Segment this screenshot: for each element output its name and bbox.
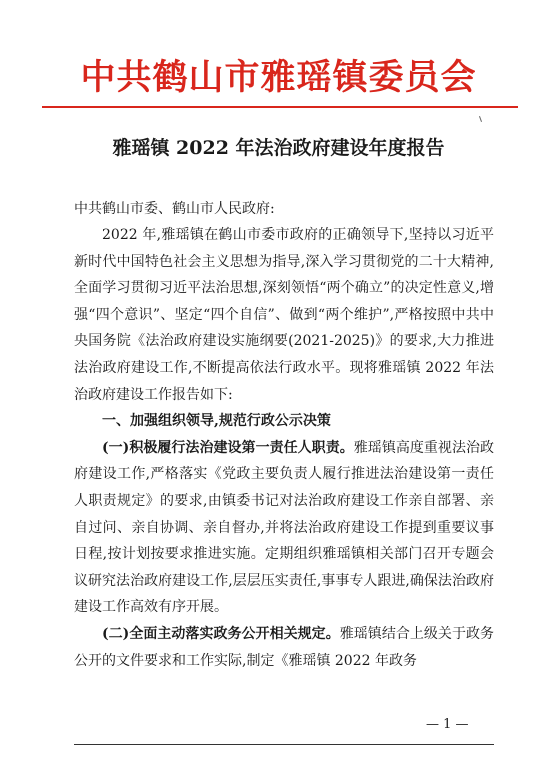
intro-paragraph: 2022 年,雅瑶镇在鹤山市委市政府的正确领导下,坚持以习近平新时代中国特色社会主义思想为指导,深入学习贯彻党的二十大精神,全面学习贯彻习近平法治思想,深刻领悟“两个确立”的决定性意义,增强“四个意识”、坚定“四个自信”、做到“两个维护”,严格按照中共中央国务院《法治政府建设实施纲要(2021-2025)》的要求,大力推进法治政府建设工作,不断提高依法行政水平。现将雅瑶镇 2022 年法治政府建设工作报告如下: — [74, 227, 494, 403]
section-heading: 一、加强组织领导,规范行政公示决策 — [102, 413, 331, 430]
paragraph-2-lead: (二)全面主动落实政务公开相关规定。 — [102, 625, 340, 642]
letterhead-red-rule — [42, 106, 518, 108]
paragraph-1-body: 雅瑶镇高度重视法治政府建设工作,严格落实《党政主要负责人履行推进法治建设第一责任人职责规定》的要求,由镇委书记对法治政府建设工作亲自部署、亲自过问、亲自协调、亲自督办,并将法治政府建设工作提到重要议事日程,按计划按要求推进实施。定期组织雅瑶镇相关部门召开专题会议研究法治政府建设工作,层层压实责任,事事专人跟进,确保法治政府建设工作高效有序开展。 — [74, 439, 495, 616]
document-title: 雅瑶镇 2022 年法治政府建设年度报告 — [112, 137, 445, 159]
paragraph-1-lead: (一)积极履行法治建设第一责任人职责。 — [102, 439, 354, 456]
footer-rule — [74, 744, 494, 745]
addressee: 中共鹤山市委、鹤山市人民政府: — [74, 201, 275, 217]
page-number: — 1 — — [426, 717, 469, 732]
letterhead-org-name: 中共鹤山市雅瑶镇委员会 — [80, 57, 477, 98]
paragraph-1 — [74, 435, 494, 621]
paragraph-2 — [74, 621, 494, 674]
body-text — [74, 222, 494, 674]
stray-mark — [479, 116, 482, 122]
paragraph-2-body: 雅瑶镇结合上级关于政务公开的文件要求和工作实际,制定《雅瑶镇 2022 年政务 — [74, 625, 495, 669]
